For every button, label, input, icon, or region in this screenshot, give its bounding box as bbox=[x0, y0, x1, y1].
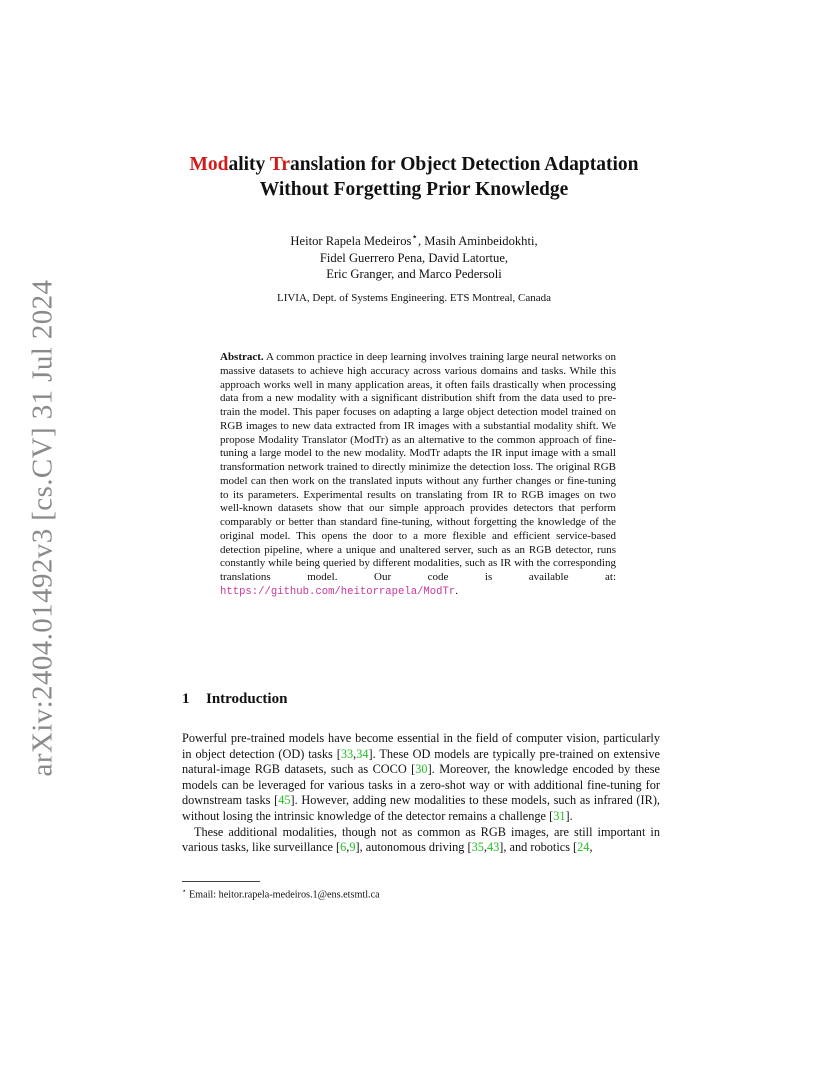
citation-link[interactable]: 30 bbox=[415, 762, 428, 777]
author-footnote-mark: ⋆ bbox=[411, 232, 418, 243]
paragraph-1: Powerful pre-trained models have become essential in the field of computer vision, particularly in object detection (OD) tasks [33,34]. These OD models are typically pre-trained on extensive natural-image RGB datasets, such as COCO [30]. Moreover, the knowledge encoded by these models can be leveraged for various tasks in a zero-shot way or with additional fine-tuning for downstream tasks [45]. However, adding new modalities to these models, such as infrared (IR), without losing the intrinsic knowledge of the detector remains a challenge [31]. bbox=[182, 731, 660, 823]
citation-link[interactable]: 34 bbox=[356, 746, 369, 761]
citation-link[interactable]: 9 bbox=[349, 840, 356, 855]
citation-link[interactable]: 31 bbox=[553, 808, 566, 823]
arxiv-stamp bbox=[18, 279, 68, 776]
title-line-2: Without Forgetting Prior Knowledge bbox=[259, 179, 569, 200]
abstract: Abstract. A common practice in deep learning involves training large neural networks on massive datasets to achieve high accuracy across various domains and tasks. While this approach works well in many application areas, it often fails drastically when processing data from a new modality with a significant distribution shift from the data used to pre-train the model. This paper focuses on adapting a large object detection model trained on RGB images to new data extracted from IR images with a substantial modality shift. We propose Modality Translator (ModTr) as an alternative to the common approach of fine-tuning a large model to the new modality. ModTr adapts the IR input image with a small transformation network trained to directly minimize the detection loss. The original RGB model can then work on the translated inputs without any further changes or fine-tuning to its parameters. Experimental results on translating from IR to RGB images on two well-known datasets show that our simple approach provides detectors that perform comparably or better than standard fine-tuning, without forgetting the knowledge of the original model. This opens the door to a more flexible and efficient service-based detection pipeline, where a unique and unaltered server, such as an RGB detector, runs constantly while being queried by different modalities, such as IR with the corresponding translations model. Our code is available at: https://github.com/heitorrapela/ModTr. bbox=[220, 351, 616, 598]
authors-line-1: Heitor Rapela Medeiros⋆, Masih Aminbeidokhti, bbox=[290, 232, 538, 249]
citation-link[interactable]: 24 bbox=[577, 840, 590, 855]
paper-title bbox=[0, 152, 828, 202]
code-link[interactable]: https://github.com/heitorrapela/ModTr bbox=[220, 585, 456, 598]
section-heading bbox=[182, 689, 287, 709]
title-line-1: Modality Translation for Object Detection Adaptation bbox=[189, 154, 639, 175]
affiliation: LIVIA, Dept. of Systems Engineering. ETS Montreal, Canada bbox=[276, 292, 552, 304]
authors-line-3: Eric Granger, and Marco Pedersoli bbox=[326, 267, 502, 282]
paragraph-2: These additional modalities, though not as common as RGB images, are still important in various tasks, like surveillance [6,9], autonomous driving [35,43], and robotics [24, bbox=[182, 824, 660, 855]
footnote bbox=[182, 885, 380, 901]
arxiv-stamp-text: arXiv:2404.01492v3 [cs.CV] 31 Jul 2024 bbox=[26, 279, 59, 776]
introduction-body bbox=[182, 731, 660, 856]
citation-link[interactable]: 35 bbox=[471, 840, 484, 855]
abstract-text: A common practice in deep learning involves training large neural networks on massive datasets to achieve high accuracy across various domains and tasks. While this approach works well in many application areas, it often fails drastically when processing data from a new modality with a significant distribution shift from the data used to pre-train the model. This paper focuses on adapting a large object detection model trained on RGB images to new data extracted from IR images with a substantial modality shift. We propose Modality Translator (ModTr) as an alternative to the common approach of fine-tuning a large model to the new modality. ModTr adapts the IR input image with a small transformation network trained to directly minimize the detection loss. The original RGB model can then work on the translated inputs without any further changes or fine-tuning to its parameters. Experimental results on translating from IR to RGB images on two well-known datasets show that our simple approach provides detectors that perform comparably or better than standard fine-tuning, without forgetting the knowledge of the original model. This opens the door to a more flexible and efficient service-based detection pipeline, where a unique and unaltered server, such as an RGB detector, runs constantly while being queried by different modalities, such as IR with the corresponding translations model. Our code is available at: bbox=[220, 351, 616, 583]
section-title: Introduction bbox=[206, 691, 288, 707]
citation-link[interactable]: 6 bbox=[340, 840, 347, 855]
author-list bbox=[0, 230, 828, 283]
footnote-text: Email: heitor.rapela-medeiros.1@ens.etsmtl.ca bbox=[186, 889, 380, 901]
citation-link[interactable]: 45 bbox=[278, 793, 291, 808]
abstract-label: Abstract. bbox=[220, 351, 264, 363]
footnote-rule bbox=[182, 881, 260, 882]
authors-line-2: Fidel Guerrero Pena, David Latortue, bbox=[319, 250, 509, 265]
citation-link[interactable]: 33 bbox=[340, 746, 354, 761]
section-number: 1 bbox=[182, 691, 190, 707]
citation-link[interactable]: 43 bbox=[487, 840, 500, 855]
footnote-mark: ⋆ bbox=[182, 887, 187, 895]
